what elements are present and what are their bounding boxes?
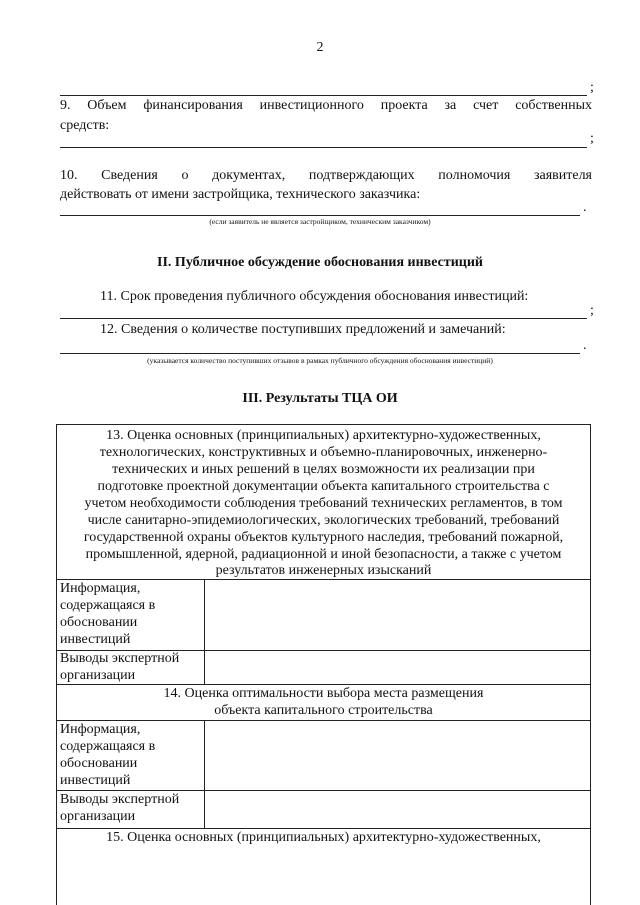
item13-line: 13. Оценка основных (принципиальных) архитектурно-художественных, — [106, 428, 541, 443]
fill-line-12 — [60, 353, 580, 354]
item9-line1: 9. Объем финансирования инвестиционного проекта за счет собственных — [60, 98, 592, 113]
item12-note: (указывается количество поступивших отзывов в рамках публичного обсуждения обоснования инвестиций) — [147, 356, 493, 365]
conclusion-label-line: Выводы экспертной — [60, 651, 180, 666]
section3-heading: III. Результаты ТЦА ОИ — [242, 391, 398, 406]
item13-line: технологических, конструктивных и объемно-планировочных, инженерно- — [99, 445, 548, 460]
item14-line: 14. Оценка оптимальности выбора места размещения — [163, 686, 484, 701]
fill-line-9 — [60, 147, 587, 148]
semicolon-9: ; — [590, 131, 594, 146]
info-label-line: инвестиций — [60, 773, 131, 788]
item10-line1: 10. Сведения о документах, подтверждающих полномочия заявителя — [60, 168, 592, 183]
item13-line: числе санитарно-эпидемиологических, экологических требований, требований — [87, 513, 560, 528]
fill-line-11 — [60, 318, 587, 319]
item13-line: результатов инженерных изысканий — [215, 563, 432, 578]
info-label-line: Информация, — [60, 581, 141, 596]
info-label-line: содержащаяся в — [60, 739, 156, 754]
info-label-line: инвестиций — [60, 632, 131, 647]
page-number: 2 — [316, 40, 324, 55]
section2-heading: II. Публичное обсуждение обоснования инвестиций — [157, 255, 483, 270]
table-border-top — [56, 424, 591, 425]
info-label-line: Информация, — [60, 722, 141, 737]
item10-line2: действовать от имени застройщика, технического заказчика: — [60, 187, 421, 202]
item14-info-value-cell[interactable] — [205, 721, 590, 789]
results-table — [56, 424, 591, 905]
item10-note: (если заявитель не является застройщиком, техническим заказчиком) — [209, 217, 431, 226]
item13-info-value-cell[interactable] — [205, 580, 590, 649]
item13-line: технических и иных решений в целях возможности их реализации при — [112, 462, 535, 477]
item13-line: подготовке проектной документации объекта капитального строительства с — [97, 479, 550, 494]
info-label-line: содержащаяся в — [60, 598, 156, 613]
item11-text: 11. Срок проведения публичного обсуждения обоснования инвестиций: — [100, 289, 529, 304]
item14-line: объекта капитального строительства — [214, 703, 433, 718]
item15-line: 15. Оценка основных (принципиальных) архитектурно-художественных, — [106, 830, 541, 845]
item13-line: промышленной, ядерной, радиационной и иной безопасности, а также с учетом — [85, 547, 562, 562]
conclusion-label-line: Выводы экспертной — [60, 792, 180, 807]
fill-line-8 — [60, 95, 587, 96]
info-label-line: обосновании — [60, 615, 138, 630]
item13-line: учетом необходимости соблюдения требований технических регламентов, в том — [84, 496, 563, 511]
conclusion-label-line: организации — [60, 668, 136, 683]
item9-line2: средств: — [60, 118, 110, 133]
item14-conclusion-value-cell[interactable] — [205, 791, 590, 827]
item13-line: государственной охраны объектов культурного наследия, требований пожарной, — [83, 530, 564, 545]
semicolon-11: ; — [590, 303, 594, 318]
semicolon-8: ; — [590, 80, 594, 95]
info-label-line: обосновании — [60, 756, 138, 771]
fill-line-10 — [60, 215, 580, 216]
period-10: . — [583, 200, 587, 215]
item13-conclusion-value-cell[interactable] — [205, 651, 590, 683]
conclusion-label-line: организации — [60, 809, 136, 824]
item12-text: 12. Сведения о количестве поступивших предложений и замечаний: — [100, 322, 506, 337]
period-12: . — [583, 338, 587, 353]
